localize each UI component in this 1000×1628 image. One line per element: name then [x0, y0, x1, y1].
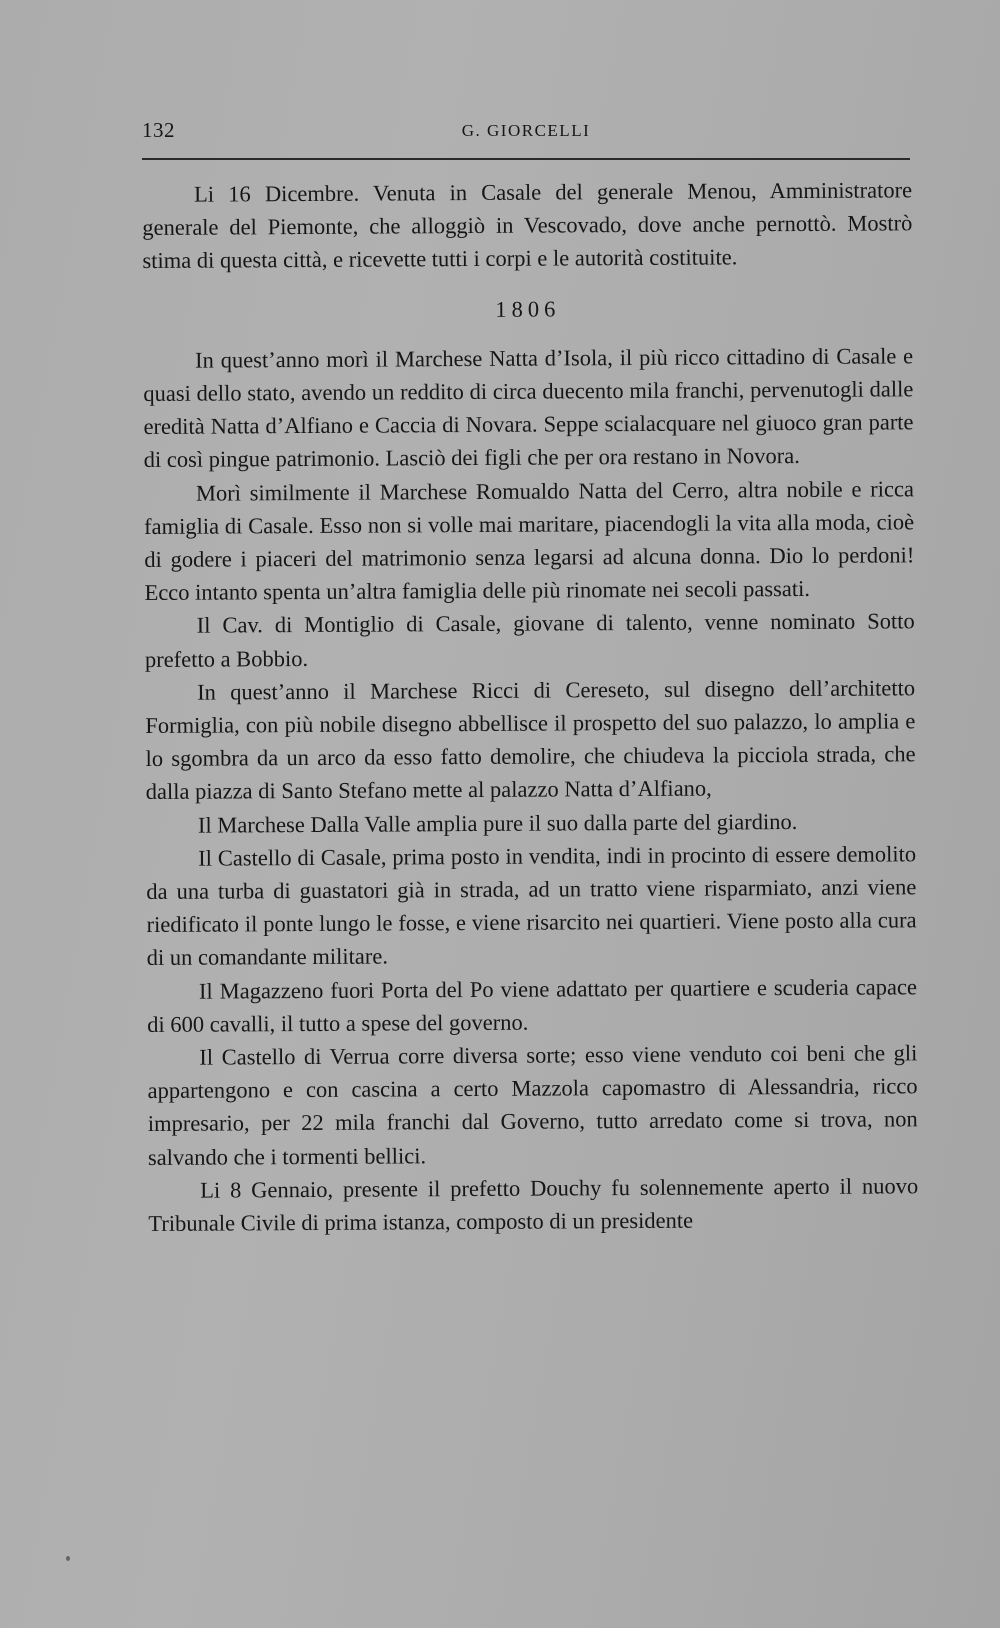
paragraph-castello-verrua: Il Castello di Verrua corre diversa sorte; esso viene venduto coi beni che gli appartengono e con cascina a certo Mazzola capomastro di Alessandria, ricco impresario, per 22 mila franchi dal Governo, tutto arredato come si trova, non salvando che i tormenti bellici. — [147, 1040, 918, 1170]
running-head: G. GIORCELLI — [461, 121, 591, 140]
page-header — [142, 118, 910, 148]
page-number: 132 — [142, 118, 175, 142]
paragraph-natta-cerro: Morì similmente il Marchese Romualdo Natta del Cerro, altra nobile e ricca famiglia di Casale. Esso non si volle mai maritare, piacendogli la vita alla moda, cioè di godere i piaceri del matrimonio senza legarsi ad alcuna donna. Dio lo perdoni! Ecco intanto spenta un’altra famiglia delle più rinomate nei secoli passati. — [144, 475, 915, 606]
page-body — [142, 173, 918, 1240]
paragraph-castello-casale: Il Castello di Casale, prima posto in vendita, indi in procinto di essere demolito da una turba di guastatori già in strada, ad un tratto viene risparmiato, anzi viene riedificato il ponte lungo le fosse, e viene risarcito nei quartieri. Viene posto alla cura di un comandante militare. — [146, 841, 917, 971]
paragraph-natta-isola: In quest’anno morì il Marchese Natta d’Isola, il più ricco cittadino di Casale e quasi dello stato, avendo un reddito di circa duecento mila franchi, pervenutogli dalle eredità Natta d’Alfiano e Caccia di Novara. Seppe scialacquare nel giuoco gran parte di così pingue patrimonio. Lasciò dei figli che per ora restano in Novora. — [143, 343, 914, 473]
paragraph-dicembre: Li 16 Dicembre. Venuta in Casale del generale Menou, Amministratore generale del Piemonte, che alloggiò in Vescovado, dove anche pernottò. Mostrò stima di questa città, e ricevette tutti i corpi e le autorità costituite. — [142, 177, 913, 274]
header-rule — [142, 158, 910, 160]
paragraph-magazzeno: Il Magazzeno fuori Porta del Po viene adattato per quartiere e scuderia capace di 600 cavalli, il tutto a spese del governo. — [147, 973, 918, 1037]
paragraph-montiglio: Il Cav. di Montiglio di Casale, giovane di talento, venne nominato Sotto prefetto a Bobbio. — [144, 608, 915, 672]
ink-speck — [66, 1556, 70, 1561]
paragraph-tribunale: Li 8 Gennaio, presente il prefetto Douchy fu solennemente aperto il nuovo Tribunale Civile di prima istanza, composto di un presidente — [148, 1173, 919, 1237]
year-heading: 1806 — [495, 296, 561, 322]
paragraph-dalla-valle: Il Marchese Dalla Valle amplia pure il suo dalla parte del giardino. — [197, 808, 798, 838]
paragraph-ricci-palazzo: In quest’anno il Marchese Ricci di Cereseto, sul disegno dell’architetto Formiglia, con più nobile disegno abbellisce il prospetto del suo palazzo, lo amplia e lo sgombra da un arco da esso fatto demolire, che chiudeva la picciola strada, che dalla piazza di Santo Stefano mette al palazzo Natta d’Alfiano, — [145, 675, 916, 805]
